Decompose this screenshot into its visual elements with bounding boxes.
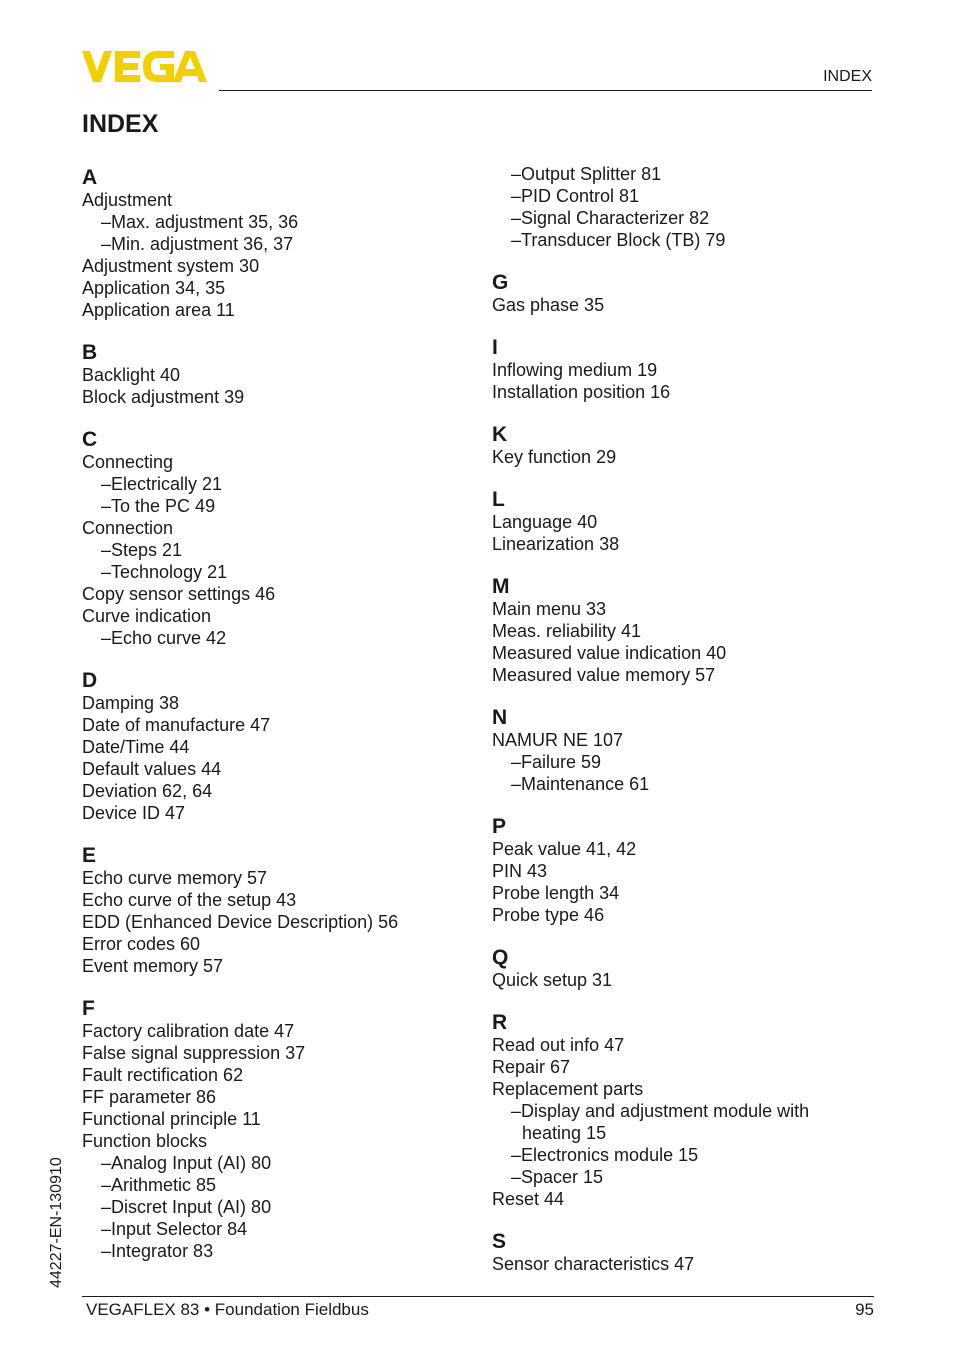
index-entry-text: Gas phase 35 — [492, 295, 605, 315]
index-entry — [492, 642, 872, 664]
index-subentry — [492, 773, 872, 795]
index-subentry — [492, 185, 872, 207]
index-section — [492, 337, 872, 403]
index-subentry — [82, 233, 462, 255]
index-entry-text: PID Control 81 — [521, 186, 640, 206]
index-entry-text: Electronics module 15 — [521, 1145, 699, 1165]
index-subentry — [492, 1144, 872, 1166]
index-entry — [492, 359, 872, 381]
index-subentry — [82, 1174, 462, 1196]
index-section — [492, 947, 872, 991]
index-entry — [492, 533, 872, 555]
index-entry-text: Probe type 46 — [492, 905, 605, 925]
index-entry — [82, 955, 462, 977]
index-column-right — [492, 163, 872, 1296]
index-entry — [82, 1086, 462, 1108]
index-entry — [492, 904, 872, 926]
section-letter: Q — [492, 946, 509, 969]
index-entry — [82, 867, 462, 889]
index-entry — [82, 1064, 462, 1086]
section-letter: L — [492, 488, 505, 511]
index-subentry — [82, 1196, 462, 1218]
index-entry-text: heating 15 — [522, 1123, 607, 1143]
index-entry — [492, 511, 872, 533]
index-entry — [492, 729, 872, 751]
index-section — [492, 816, 872, 926]
index-entry-text: Default values 44 — [82, 759, 222, 779]
index-entry-text: Functional principle 11 — [82, 1109, 261, 1129]
index-subentry — [82, 211, 462, 233]
index-entry — [82, 736, 462, 758]
index-entry — [492, 381, 872, 403]
index-entry-text: Failure 59 — [521, 752, 602, 772]
index-section — [492, 1231, 872, 1275]
index-entry-text: Echo curve of the setup 43 — [82, 890, 297, 910]
index-entry-text: Connecting — [82, 452, 174, 472]
section-letter: K — [492, 423, 508, 446]
index-entry-text: To the PC 49 — [111, 496, 216, 516]
index-entry-text: Fault rectification 62 — [82, 1065, 244, 1085]
index-entry-text: Analog Input (AI) 80 — [111, 1153, 272, 1173]
index-entry-text: Input Selector 84 — [111, 1219, 248, 1239]
index-entry-text: Technology 21 — [111, 562, 228, 582]
index-entry-text: Signal Characterizer 82 — [521, 208, 710, 228]
page-number: 95 — [855, 1300, 874, 1319]
index-entry-text: Replacement parts — [492, 1079, 644, 1099]
index-entry-text: Error codes 60 — [82, 934, 201, 954]
index-entry-text: Discret Input (AI) 80 — [111, 1197, 272, 1217]
index-entry-text: False signal suppression 37 — [82, 1043, 306, 1063]
index-subentry — [82, 539, 462, 561]
header-rule — [219, 90, 872, 91]
index-entry-text: Curve indication — [82, 606, 212, 626]
logo-letter-g — [143, 51, 174, 82]
index-subentry — [82, 1152, 462, 1174]
section-letter: G — [492, 271, 509, 294]
index-subentry — [492, 751, 872, 773]
index-entry-text: Application area 11 — [82, 300, 235, 320]
index-entry — [492, 1078, 872, 1100]
index-section — [492, 576, 872, 686]
index-entry — [492, 860, 872, 882]
index-subentry — [492, 229, 872, 251]
index-entry-text: Application 34, 35 — [82, 278, 226, 298]
section-letter: B — [82, 341, 98, 364]
index-entry-text: Block adjustment 39 — [82, 387, 245, 407]
index-entry — [82, 1130, 462, 1152]
index-entry-text: Display and adjustment module with — [521, 1101, 810, 1121]
index-entry — [82, 605, 462, 627]
index-entry — [492, 598, 872, 620]
index-section — [82, 670, 462, 824]
index-entry-text: Min. adjustment 36, 37 — [111, 234, 294, 254]
index-entry-text: Connection — [82, 518, 174, 538]
index-entry-text: Linearization 38 — [492, 534, 620, 554]
index-entry — [492, 620, 872, 642]
section-letter: A — [82, 166, 98, 189]
index-entry-text: Integrator 83 — [111, 1241, 214, 1261]
index-entry-text: Echo curve 42 — [111, 628, 227, 648]
index-entry — [82, 1020, 462, 1042]
index-entry-text: Inflowing medium 19 — [492, 360, 658, 380]
section-letter: D — [82, 669, 98, 692]
index-subentry — [492, 1122, 872, 1144]
index-entry-text: Steps 21 — [111, 540, 183, 560]
section-letter: S — [492, 1230, 507, 1253]
index-entry — [82, 1042, 462, 1064]
page-title: INDEX — [82, 110, 159, 138]
index-entry-text: Read out info 47 — [492, 1035, 625, 1055]
index-entry-text: Measured value indication 40 — [492, 643, 727, 663]
index-entry — [82, 583, 462, 605]
index-section — [492, 707, 872, 795]
index-entry-text: PIN 43 — [492, 861, 548, 881]
index-entry — [82, 889, 462, 911]
index-section — [492, 1012, 872, 1210]
index-entry-text: Peak value 41, 42 — [492, 839, 637, 859]
index-entry — [82, 517, 462, 539]
section-letter: N — [492, 706, 508, 729]
index-entry-text: Backlight 40 — [82, 365, 181, 385]
index-entry-text: Adjustment system 30 — [82, 256, 260, 276]
index-entry — [82, 255, 462, 277]
index-entry-text: Measured value memory 57 — [492, 665, 716, 685]
index-entry-text: Quick setup 31 — [492, 970, 613, 990]
logo-letter-a — [173, 51, 207, 82]
index-entry — [82, 1108, 462, 1130]
vega-logo — [82, 51, 212, 83]
index-entry-text: Copy sensor settings 46 — [82, 584, 276, 604]
index-entry-text: Reset 44 — [492, 1189, 565, 1209]
footer-rule — [82, 1296, 874, 1297]
index-entry — [492, 882, 872, 904]
vega-logo-letters — [82, 51, 207, 82]
section-letter: P — [492, 815, 507, 838]
index-entry — [492, 294, 872, 316]
section-letter: E — [82, 844, 97, 867]
index-entry-text: NAMUR NE 107 — [492, 730, 624, 750]
index-entry — [82, 911, 462, 933]
index-subentry — [492, 1166, 872, 1188]
index-entry-text: FF parameter 86 — [82, 1087, 217, 1107]
index-entry-text: Key function 29 — [492, 447, 617, 467]
index-entry-text: EDD (Enhanced Device Description) 56 — [82, 912, 399, 932]
index-entry-text: Date of manufacture 47 — [82, 715, 271, 735]
index-subentry — [492, 163, 872, 185]
index-entry — [82, 780, 462, 802]
index-entry — [492, 1253, 872, 1275]
index-section — [82, 429, 462, 649]
index-section — [82, 167, 462, 321]
index-entry — [492, 1188, 872, 1210]
index-entry — [82, 299, 462, 321]
index-subentry — [82, 495, 462, 517]
header-label: INDEX — [823, 68, 872, 85]
index-subentry — [82, 473, 462, 495]
index-entry-text: Deviation 62, 64 — [82, 781, 213, 801]
section-letter: F — [82, 997, 95, 1020]
index-entry — [82, 933, 462, 955]
index-section — [82, 845, 462, 977]
index-entry-text: Max. adjustment 35, 36 — [111, 212, 299, 232]
index-entry-text: Arithmetic 85 — [111, 1175, 217, 1195]
index-entry — [82, 277, 462, 299]
index-section — [492, 424, 872, 468]
index-subentry — [492, 1100, 872, 1122]
index-entry — [492, 838, 872, 860]
index-entry — [492, 446, 872, 468]
index-entry-text: Damping 38 — [82, 693, 180, 713]
index-entry-text: Sensor characteristics 47 — [492, 1254, 695, 1274]
index-section — [82, 342, 462, 408]
index-subentry — [492, 207, 872, 229]
section-letter: R — [492, 1011, 508, 1034]
index-subentry — [82, 627, 462, 649]
index-entry — [82, 714, 462, 736]
index-section — [492, 272, 872, 316]
index-entry-text: Language 40 — [492, 512, 598, 532]
index-entry-text: Device ID 47 — [82, 803, 186, 823]
index-entry-text: Maintenance 61 — [521, 774, 650, 794]
index-subentry — [82, 1218, 462, 1240]
index-subentry — [82, 561, 462, 583]
logo-letter-v — [82, 51, 112, 82]
index-entry-text: Adjustment — [82, 190, 173, 210]
index-column-left — [82, 163, 462, 1283]
index-entry-text: Output Splitter 81 — [521, 164, 662, 184]
index-entry-text: Repair 67 — [492, 1057, 571, 1077]
index-entry-text: Echo curve memory 57 — [82, 868, 268, 888]
index-entry-text: Meas. reliability 41 — [492, 621, 642, 641]
index-entry — [82, 692, 462, 714]
index-section — [492, 489, 872, 555]
index-entry-text: Spacer 15 — [521, 1167, 604, 1187]
index-entry — [492, 1056, 872, 1078]
index-entry — [492, 969, 872, 991]
index-entry-text: Electrically 21 — [111, 474, 223, 494]
index-section — [82, 998, 462, 1262]
index-entry — [492, 1034, 872, 1056]
index-entry-text: Event memory 57 — [82, 956, 224, 976]
index-entry-text: Date/Time 44 — [82, 737, 190, 757]
index-subentry — [82, 1240, 462, 1262]
index-entry — [82, 364, 462, 386]
index-entry-text: Factory calibration date 47 — [82, 1021, 295, 1041]
index-entry — [82, 758, 462, 780]
index-entry-text: Installation position 16 — [492, 382, 671, 402]
section-letter: I — [492, 336, 498, 359]
index-entry-text: Function blocks — [82, 1131, 208, 1151]
index-entry — [82, 386, 462, 408]
index-entry — [492, 664, 872, 686]
index-entry-text: Probe length 34 — [492, 883, 620, 903]
index-entry — [82, 802, 462, 824]
index-section — [492, 163, 872, 251]
index-entry — [82, 451, 462, 473]
footer-product: VEGAFLEX 83 • Foundation Fieldbus — [86, 1300, 369, 1319]
index-entry-text: Main menu 33 — [492, 599, 607, 619]
document-code: 44227-EN-130910 — [48, 1157, 65, 1288]
logo-letter-e — [115, 51, 140, 82]
section-letter: M — [492, 575, 510, 598]
index-entry-text: Transducer Block (TB) 79 — [521, 230, 726, 250]
section-letter: C — [82, 428, 98, 451]
index-entry — [82, 189, 462, 211]
